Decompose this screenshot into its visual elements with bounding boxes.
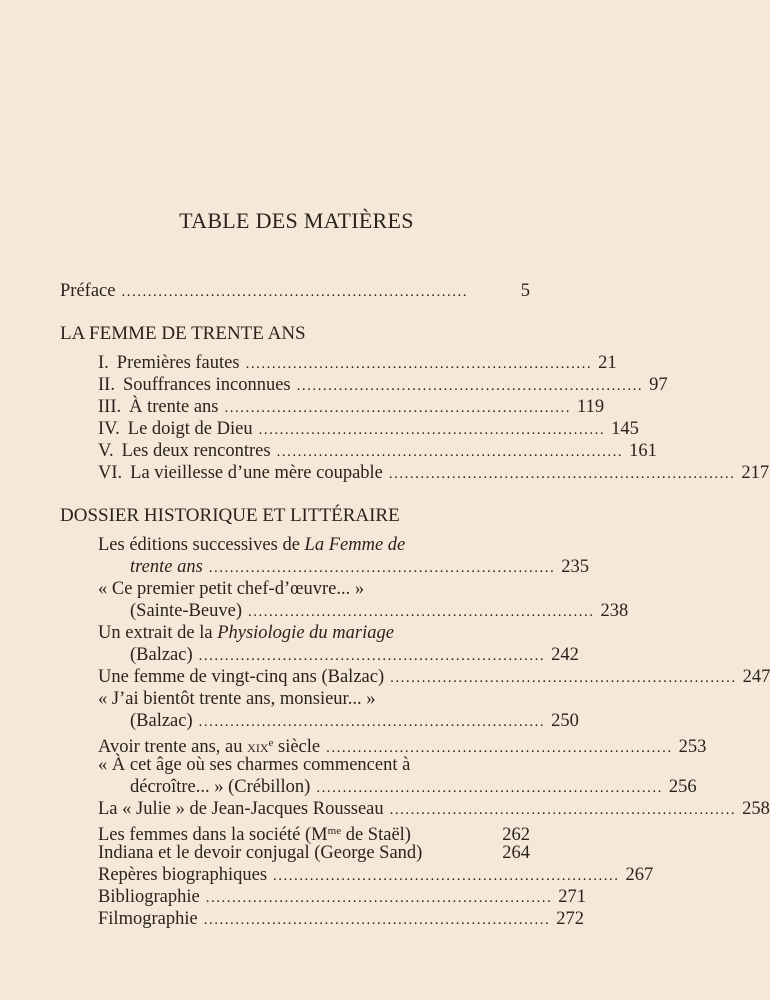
toc-entry-preface bbox=[60, 280, 530, 302]
toc-entry-chapter bbox=[98, 440, 657, 462]
entry-text: Repères biographiques bbox=[98, 865, 268, 885]
toc-entry-line bbox=[130, 644, 579, 666]
toc-entry-line bbox=[130, 776, 697, 798]
page-title: TABLE DES MATIÈRES bbox=[179, 208, 414, 233]
entry-page: 217 bbox=[741, 463, 770, 483]
entry-text: Premières fautes bbox=[116, 353, 240, 373]
toc-entry-line bbox=[130, 710, 579, 732]
entry-page: 97 bbox=[649, 375, 668, 395]
entry-page: 145 bbox=[611, 419, 639, 439]
entry-text: Souffrances inconnues bbox=[122, 375, 291, 395]
entry-text: Les femmes dans la société ($M^{me}$ de Staël) bbox=[98, 825, 411, 845]
section-heading-part1: LA FEMME DE TRENTE ANS bbox=[60, 323, 306, 344]
entry-page: 264 bbox=[502, 843, 530, 863]
toc-entry-line bbox=[98, 688, 530, 710]
entry-text: décroître... » (Crébillon) bbox=[130, 777, 311, 797]
toc-entry-chapter bbox=[98, 418, 639, 440]
entry-text: Le doigt de Dieu bbox=[127, 419, 253, 439]
dot-leader: .................................................................. bbox=[389, 802, 737, 818]
dot-leader: .................................................................. bbox=[224, 400, 571, 416]
toc-entry-line bbox=[98, 842, 530, 864]
chapter-number: V. bbox=[98, 441, 114, 461]
entry-text: Bibliographie bbox=[98, 887, 200, 907]
toc-entry-line bbox=[98, 886, 586, 908]
dot-leader: .................................................................. bbox=[390, 670, 737, 686]
dot-leader: .................................................................. bbox=[273, 868, 620, 884]
entry-page: 235 bbox=[561, 557, 590, 577]
dot-leader: .................................................................. bbox=[248, 604, 595, 620]
entry-page: 247 bbox=[742, 667, 770, 687]
entry-text: Filmographie bbox=[98, 909, 198, 929]
toc-entry-chapter bbox=[98, 396, 605, 418]
entry-text: « À cet âge où ses charmes commencent à bbox=[98, 755, 411, 775]
toc-entry-line bbox=[98, 864, 654, 886]
dot-leader: .................................................................. bbox=[388, 466, 736, 482]
dot-leader: .................................................................. bbox=[326, 740, 673, 756]
entry-text: (Balzac) bbox=[130, 645, 193, 665]
entry-text: trente ans bbox=[130, 557, 203, 577]
dot-leader: .................................................................. bbox=[258, 422, 606, 438]
entry-text: (Sainte-Beuve) bbox=[130, 601, 242, 621]
entry-text: Une femme de vingt-cinq ans (Balzac) bbox=[98, 667, 385, 687]
entry-text: Les éditions successives de La Femme de bbox=[98, 535, 406, 555]
toc-entry-line bbox=[98, 732, 707, 757]
entry-page: 161 bbox=[629, 441, 657, 461]
toc-entry-line bbox=[130, 556, 590, 578]
dot-leader: .................................................................. bbox=[296, 378, 644, 394]
entry-page: 250 bbox=[551, 711, 579, 731]
entry-text: Les deux rencontres bbox=[121, 441, 271, 461]
entry-text: Un extrait de la Physiologie du mariage bbox=[98, 623, 394, 643]
entry-page: 5 bbox=[520, 281, 530, 301]
toc-entry-line bbox=[98, 666, 770, 688]
chapter-number: II. bbox=[98, 375, 115, 395]
toc-entry-chapter bbox=[98, 374, 668, 396]
dot-leader: .................................................................. bbox=[203, 912, 551, 928]
entry-text: Indiana et le devoir conjugal (George Sand) bbox=[98, 843, 423, 863]
entry-page: 258 bbox=[742, 799, 770, 819]
dot-leader: .................................................................. bbox=[245, 356, 593, 372]
chapter-number: III. bbox=[98, 397, 122, 417]
toc-entry-line bbox=[98, 820, 530, 845]
entry-page: 253 bbox=[678, 737, 707, 757]
entry-page: 267 bbox=[625, 865, 654, 885]
entry-text: (Balzac) bbox=[130, 711, 193, 731]
entry-text: Avoir trente ans, au xix$^e$ siècle bbox=[98, 737, 321, 757]
toc-entry-line bbox=[98, 908, 584, 930]
entry-page: 242 bbox=[551, 645, 579, 665]
entry-text: À trente ans bbox=[129, 397, 219, 417]
entry-text: « J’ai bientôt trente ans, monsieur... » bbox=[98, 689, 376, 709]
entry-text: La « Julie » de Jean-Jacques Rousseau bbox=[98, 799, 384, 819]
entry-text: « Ce premier petit chef-d’œuvre... » bbox=[98, 579, 365, 599]
toc-entry-line bbox=[98, 578, 530, 600]
entry-page: 238 bbox=[600, 601, 629, 621]
toc-entry-line bbox=[98, 534, 530, 556]
entry-page: 272 bbox=[556, 909, 584, 929]
dot-leader: .................................................................. bbox=[198, 648, 546, 664]
entry-page: 119 bbox=[577, 397, 605, 417]
toc-entry-chapter bbox=[98, 352, 617, 374]
chapter-number: VI. bbox=[98, 463, 123, 483]
dot-leader: .................................................................. bbox=[276, 444, 624, 460]
entry-page: 21 bbox=[598, 353, 617, 373]
chapter-number: I. bbox=[98, 353, 109, 373]
dot-leader: .................................................................. bbox=[121, 284, 468, 300]
toc-entry-chapter bbox=[98, 462, 770, 484]
toc-entry-line bbox=[130, 600, 629, 622]
dot-leader: .................................................................. bbox=[316, 780, 663, 796]
toc-entry-line bbox=[98, 754, 530, 776]
dot-leader: .................................................................. bbox=[205, 890, 553, 906]
entry-page: 256 bbox=[668, 777, 697, 797]
entry-text: Préface bbox=[60, 281, 116, 301]
toc-entry-line bbox=[98, 798, 770, 820]
entry-page: 271 bbox=[558, 887, 586, 907]
dot-leader: .................................................................. bbox=[198, 714, 546, 730]
dot-leader: .................................................................. bbox=[208, 560, 556, 576]
entry-page: 262 bbox=[502, 825, 530, 845]
toc-entry-line bbox=[98, 622, 530, 644]
chapter-number: IV. bbox=[98, 419, 120, 439]
section-heading-part2: DOSSIER HISTORIQUE ET LITTÉRAIRE bbox=[60, 505, 400, 526]
entry-text: La vieillesse d’une mère coupable bbox=[130, 463, 383, 483]
